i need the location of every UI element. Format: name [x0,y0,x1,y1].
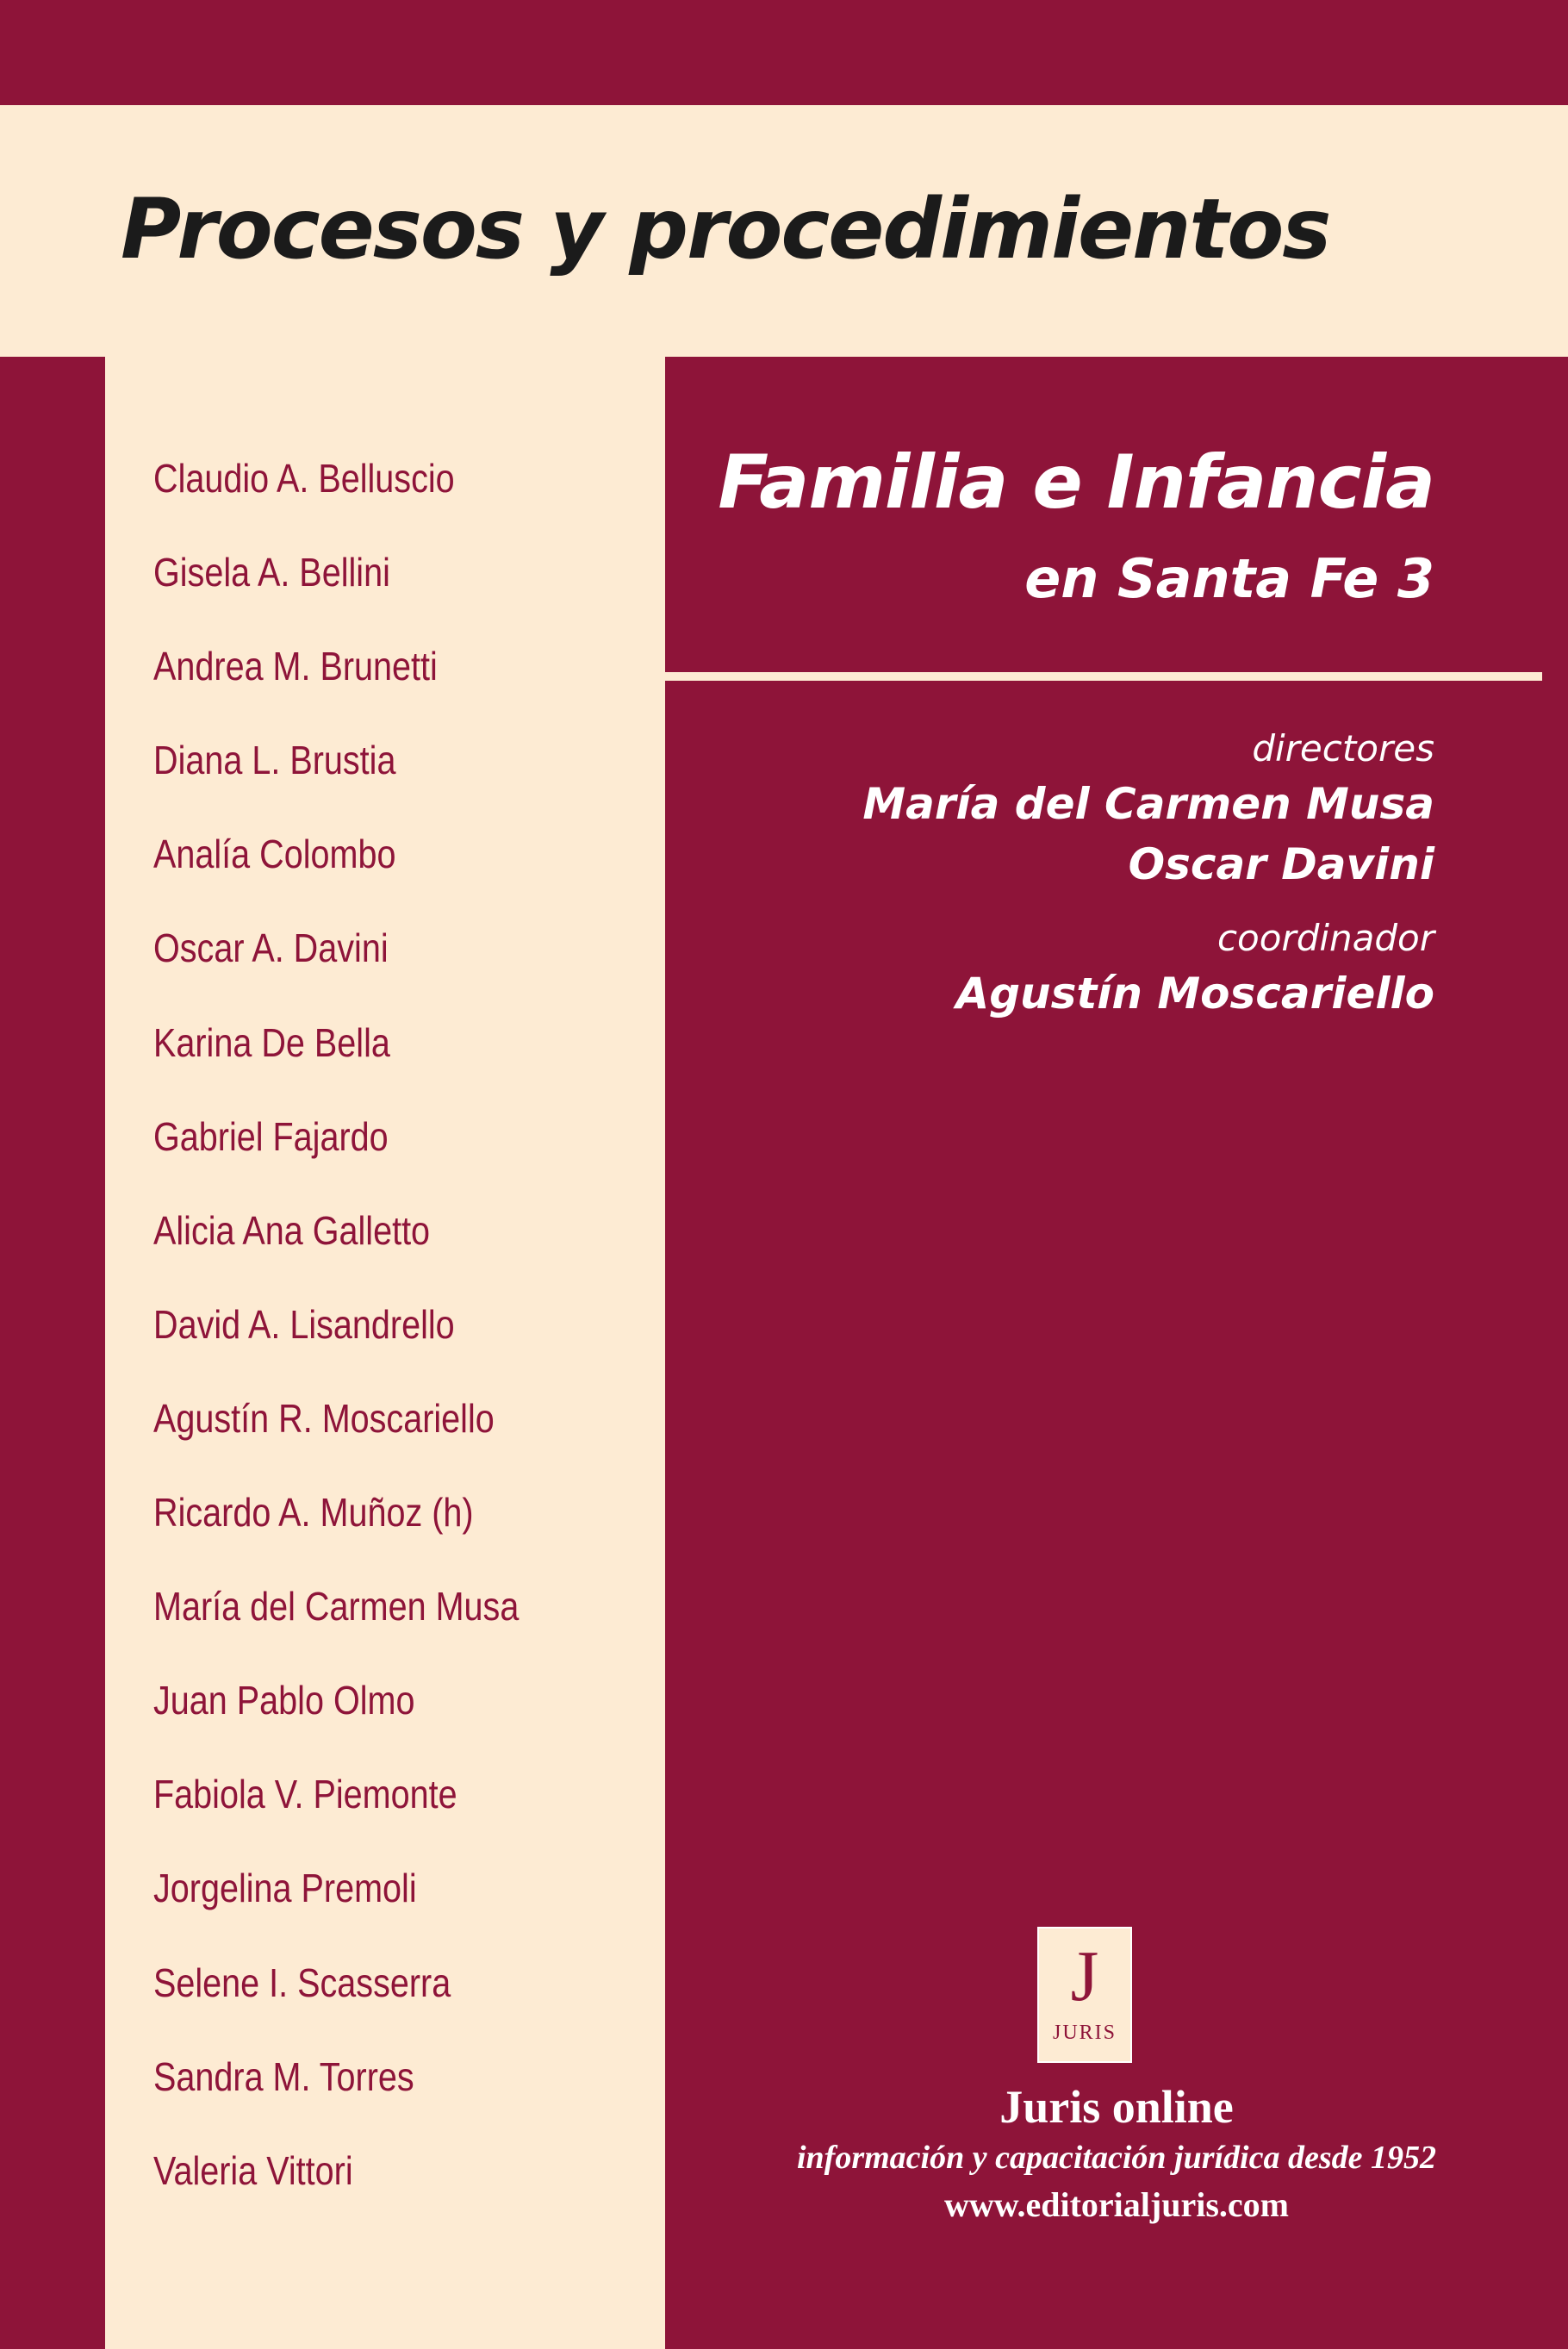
publisher-tagline: información y capacitación jurídica desde 1952 [796,2140,1436,2176]
author-name: María del Carmen Musa [153,1584,520,1629]
author-name: Juan Pablo Olmo [153,1678,415,1723]
left-color-strip [0,357,105,2349]
author-name: Gabriel Fajardo [153,1113,389,1159]
book-title: Familia e Infancia [718,439,1434,526]
authors-list [153,448,653,2234]
director-name: María del Carmen Musa [862,779,1434,829]
title-divider [665,672,1542,681]
book-subtitle: en Santa Fe 3 [1024,547,1434,610]
book-title-block [665,431,1434,620]
credits-block [665,724,1434,1024]
author-name: Diana L. Brustia [153,738,396,783]
author-name: Agustín R. Moscariello [153,1395,495,1441]
directors-label: directores [1252,727,1434,770]
author-name: Andrea M. Brunetti [153,644,438,689]
author-name: Analía Colombo [153,832,396,877]
logo-letter: J [1070,1936,1099,2016]
author-name: Valeria Vittori [153,2147,353,2193]
author-name: Sandra M. Torres [153,2053,414,2099]
director-name: Oscar Davini [1128,839,1434,889]
author-name: David A. Lisandrello [153,1301,455,1347]
author-name: Jorgelina Premoli [153,1866,417,1911]
juris-logo [1037,1927,1132,2063]
author-name: Karina De Bella [153,1019,390,1065]
author-name: Ricardo A. Muñoz (h) [153,1490,474,1536]
publisher-url[interactable]: www.editorialjuris.com [944,2185,1289,2224]
series-title: Procesos y procedimientos [121,181,1330,277]
author-name: Oscar A. Davini [153,925,389,971]
author-name: Claudio A. Belluscio [153,456,455,501]
logo-word: JURIS [1052,2022,1117,2044]
author-name: Fabiola V. Piemonte [153,1772,457,1817]
author-name: Gisela A. Bellini [153,550,390,595]
publisher-footer [665,2077,1568,2232]
top-color-band [0,0,1568,105]
coordinator-name: Agustín Moscariello [955,969,1434,1019]
coordinator-label: coordinador [1216,917,1434,959]
publisher-brand: Juris online [999,2081,1234,2133]
author-name: Alicia Ana Galletto [153,1207,431,1253]
author-name: Selene I. Scasserra [153,1960,451,2005]
